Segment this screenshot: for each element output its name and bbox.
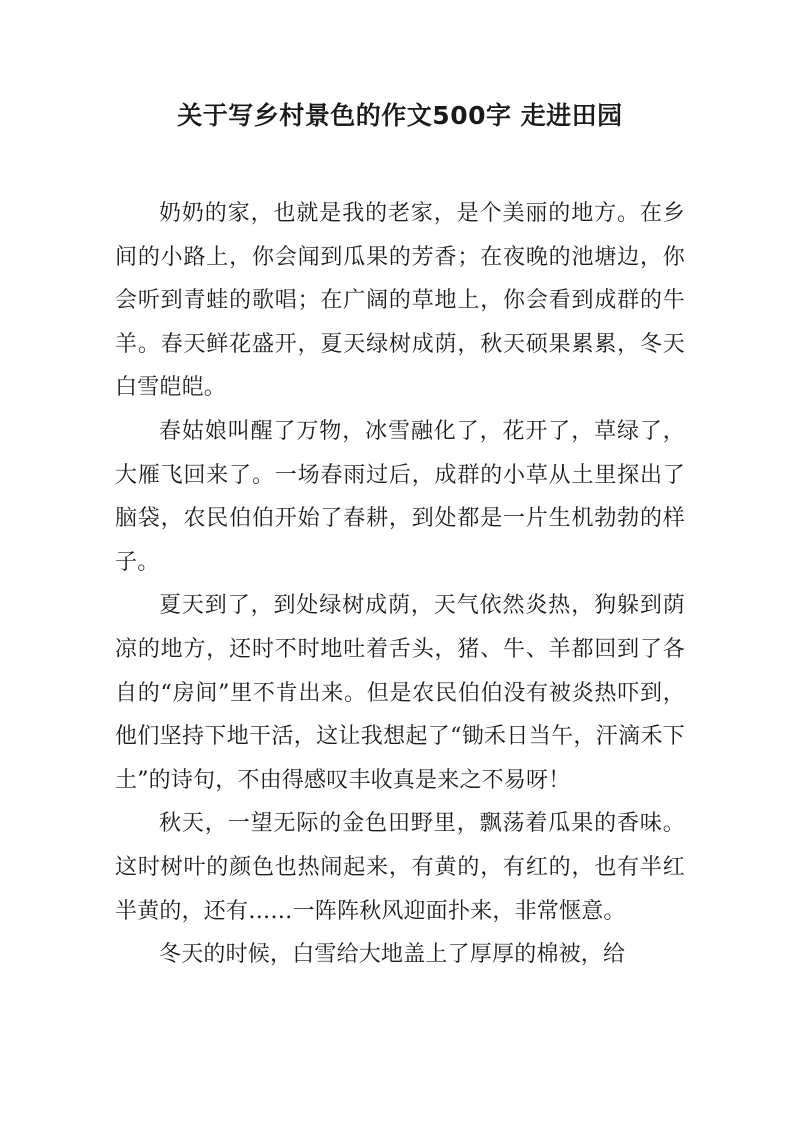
paragraph-2: 春姑娘叫醒了万物，冰雪融化了，花开了，草绿了，大雁飞回来了。一场春雨过后，成群的小草从土里探出了脑袋，农民伯伯开始了春耕，到处都是一片生机勃勃的样子。 [115,418,685,575]
paragraph-4: 秋天，一望无际的金色田野里，飘荡着瓜果的香味。这时树叶的颜色也热闹起来，有黄的，有红的，也有半红半黄的，还有……一阵阵秋风迎面扑来，非常惬意。 [115,811,685,924]
paragraph-3: 夏天到了，到处绿树成荫，天气依然炎热，狗躲到荫凉的地方，还时不时地吐着舌头，猪、牛、羊都回到了各自的“房间”里不肯出来。但是农民伯伯没有被炎热吓到，他们坚持下地干活，这让我想起了“锄禾日当午，汗滴禾下土”的诗句，不由得感叹丰收真是来之不易呀！ [115,593,685,793]
paragraph-5: 冬天的时候，白雪给大地盖上了厚厚的棉被，给 [159,942,626,968]
article-body [115,192,685,977]
paragraph-1: 奶奶的家，也就是我的老家，是个美丽的地方。在乡间的小路上，你会闻到瓜果的芳香；在夜晚的池塘边，你会听到青蛙的歌唱；在广阔的草地上，你会看到成群的牛羊。春天鲜花盛开，夏天绿树成荫，秋天硕果累累，冬天白雪皑皑。 [115,201,685,401]
page-title: 关于写乡村景色的作文500字 走进田园 [177,101,623,130]
